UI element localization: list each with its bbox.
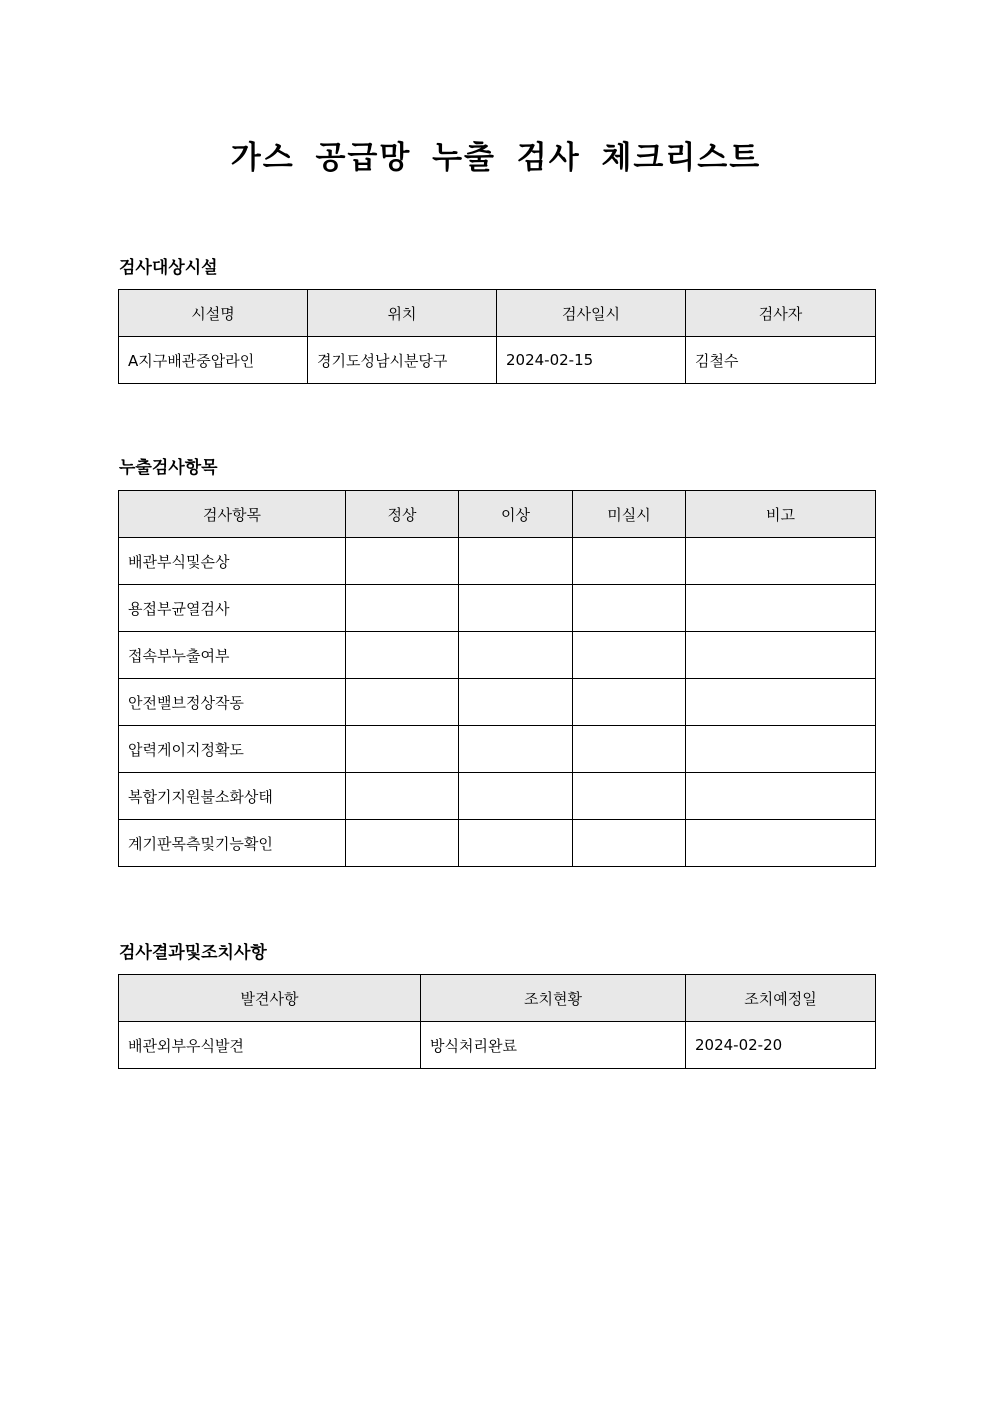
inspection-header-item: 검사항목 [119, 491, 346, 538]
inspection-item-label: 압력게이지정확도 [119, 726, 346, 773]
normal-check-cell[interactable] [346, 538, 459, 585]
remarks-cell[interactable] [686, 679, 876, 726]
inspection-row [119, 773, 876, 820]
not-done-check-cell[interactable] [573, 820, 686, 867]
abnormal-check-cell[interactable] [459, 726, 573, 773]
inspection-row [119, 726, 876, 773]
inspection-row [119, 820, 876, 867]
remarks-cell[interactable] [686, 820, 876, 867]
facility-location-cell: 경기도성남시분당구 [308, 337, 497, 384]
normal-check-cell[interactable] [346, 679, 459, 726]
remarks-cell[interactable] [686, 585, 876, 632]
inspection-header-row [119, 491, 876, 538]
normal-check-cell[interactable] [346, 585, 459, 632]
abnormal-check-cell[interactable] [459, 773, 573, 820]
normal-check-cell[interactable] [346, 773, 459, 820]
inspection-header-remarks: 비고 [686, 491, 876, 538]
facility-header-row [119, 290, 876, 337]
inspection-item-label: 안전밸브정상작동 [119, 679, 346, 726]
inspection-header-abnormal: 이상 [459, 491, 573, 538]
not-done-check-cell[interactable] [573, 726, 686, 773]
facility-data-row [119, 337, 876, 384]
inspection-section-heading: 누출검사항목 [119, 458, 218, 478]
result-section-heading: 검사결과및조치사항 [119, 943, 267, 963]
page-title: 가스 공급망 누출 검사 체크리스트 [230, 140, 762, 176]
inspection-item-label: 접속부누출여부 [119, 632, 346, 679]
inspection-row [119, 632, 876, 679]
result-data-row [119, 1022, 876, 1069]
result-header-row [119, 975, 876, 1022]
abnormal-check-cell[interactable] [459, 538, 573, 585]
not-done-check-cell[interactable] [573, 632, 686, 679]
remarks-cell[interactable] [686, 632, 876, 679]
abnormal-check-cell[interactable] [459, 632, 573, 679]
not-done-check-cell[interactable] [573, 773, 686, 820]
result-due-date-cell: 2024-02-20 [686, 1022, 876, 1069]
inspection-row [119, 585, 876, 632]
not-done-check-cell[interactable] [573, 538, 686, 585]
normal-check-cell[interactable] [346, 726, 459, 773]
not-done-check-cell[interactable] [573, 679, 686, 726]
result-header-due-date: 조치예정일 [686, 975, 876, 1022]
inspection-item-label: 배관부식및손상 [119, 538, 346, 585]
facility-name-cell: A지구배관중압라인 [119, 337, 308, 384]
facility-header-inspector: 검사자 [686, 290, 876, 337]
abnormal-check-cell[interactable] [459, 585, 573, 632]
result-header-finding: 발견사항 [119, 975, 421, 1022]
inspection-row [119, 538, 876, 585]
inspection-item-label: 용접부균열검사 [119, 585, 346, 632]
result-finding-cell: 배관외부우식발견 [119, 1022, 421, 1069]
inspection-table [118, 490, 876, 867]
not-done-check-cell[interactable] [573, 585, 686, 632]
facility-table [118, 289, 876, 384]
normal-check-cell[interactable] [346, 820, 459, 867]
normal-check-cell[interactable] [346, 632, 459, 679]
inspection-header-normal: 정상 [346, 491, 459, 538]
facility-header-location: 위치 [308, 290, 497, 337]
facility-header-name: 시설명 [119, 290, 308, 337]
inspection-header-not-done: 미실시 [573, 491, 686, 538]
result-action-cell: 방식처리완료 [421, 1022, 686, 1069]
inspection-item-label: 계기판목측및기능확인 [119, 820, 346, 867]
inspection-row [119, 679, 876, 726]
abnormal-check-cell[interactable] [459, 679, 573, 726]
facility-section-heading: 검사대상시설 [119, 258, 218, 278]
result-table [118, 974, 876, 1069]
facility-header-date: 검사일시 [497, 290, 686, 337]
abnormal-check-cell[interactable] [459, 820, 573, 867]
facility-date-cell: 2024-02-15 [497, 337, 686, 384]
inspection-item-label: 복합기지원불소화상태 [119, 773, 346, 820]
remarks-cell[interactable] [686, 773, 876, 820]
remarks-cell[interactable] [686, 726, 876, 773]
result-header-action: 조치현황 [421, 975, 686, 1022]
remarks-cell[interactable] [686, 538, 876, 585]
facility-inspector-cell: 김철수 [686, 337, 876, 384]
